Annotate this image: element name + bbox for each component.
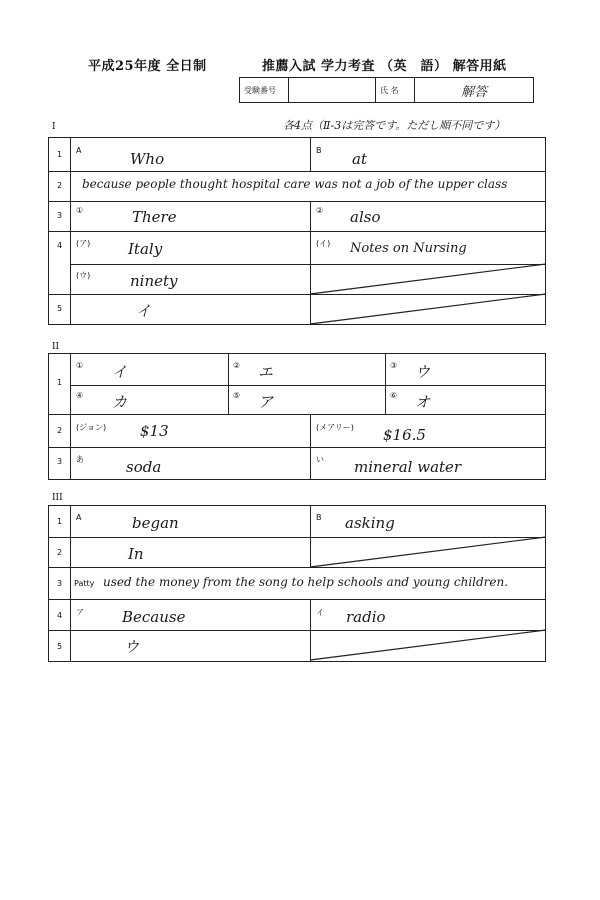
divider	[385, 353, 386, 414]
divider	[310, 414, 311, 480]
exam-info-table	[239, 77, 534, 103]
question-number: 3	[57, 211, 63, 220]
answer-text[interactable]: mineral water	[354, 458, 462, 476]
answer-prefix: Patty	[74, 579, 95, 588]
answer-label: B	[316, 146, 322, 155]
divider	[48, 447, 546, 448]
question-number: 4	[57, 241, 63, 250]
answer-label: B	[316, 513, 322, 522]
answer-text[interactable]: Italy	[128, 240, 163, 258]
answer-text[interactable]: $13	[140, 422, 169, 440]
answer-text[interactable]: In	[128, 545, 144, 563]
question-number: 1	[57, 378, 63, 387]
answer-text[interactable]: $16.5	[383, 426, 426, 444]
section2-label: II	[52, 342, 60, 352]
answer-label: ①	[76, 361, 84, 370]
answer-label: (イ)	[316, 239, 331, 248]
answer-label: (ア)	[76, 239, 91, 248]
header-title-right: 推薦入試 学力考査 （英 語） 解答用紙	[262, 59, 507, 74]
answer-label: (ウ)	[76, 271, 91, 280]
question-number: 3	[57, 457, 63, 466]
name-field[interactable]: 解答	[415, 78, 534, 103]
divider	[310, 137, 311, 171]
answer-label: ⑤	[233, 391, 241, 400]
answer-label: ②	[233, 361, 241, 370]
divider	[48, 567, 546, 568]
answer-text[interactable]: used the money from the song to help schools and young children.	[103, 575, 509, 589]
divider	[70, 353, 71, 480]
question-number: 2	[57, 548, 63, 557]
divider	[70, 505, 71, 662]
answer-label: (ジョン)	[76, 423, 107, 432]
divider	[48, 201, 546, 202]
divider	[48, 231, 546, 232]
divider	[70, 385, 546, 386]
question-number: 4	[57, 611, 63, 620]
question-number: 2	[57, 181, 63, 190]
answer-text[interactable]: Notes on Nursing	[350, 241, 467, 256]
divider	[48, 599, 546, 600]
answer-text[interactable]: オ	[415, 393, 431, 411]
question-number: 5	[57, 304, 63, 313]
answer-label: イ	[316, 608, 324, 617]
diagonal-blank	[310, 264, 546, 294]
divider	[228, 353, 229, 414]
header-title-left: 平成25年度 全日制	[88, 59, 207, 74]
exam-number-field[interactable]	[289, 78, 376, 103]
answer-text[interactable]: Because	[122, 608, 186, 626]
diagonal-blank	[310, 630, 546, 660]
answer-text[interactable]: began	[132, 514, 179, 532]
divider	[48, 171, 546, 172]
answer-label: ②	[316, 206, 324, 215]
answer-text[interactable]: ア	[258, 393, 274, 411]
scoring-note: 各4点（Ⅱ-3は完答です。ただし順不同です）	[283, 119, 506, 132]
answer-label: ①	[76, 206, 84, 215]
section3-label: III	[52, 493, 63, 503]
answer-text[interactable]: at	[352, 150, 367, 168]
answer-label: ⑥	[390, 391, 398, 400]
answer-label: A	[76, 513, 82, 522]
diagonal-blank	[310, 537, 546, 567]
answer-label: (メアリー)	[316, 423, 354, 432]
answer-label: A	[76, 146, 82, 155]
answer-text[interactable]: because people thought hospital care was not a job of the upper class	[82, 177, 508, 191]
answer-text[interactable]: イ	[112, 363, 128, 381]
answer-text[interactable]: エ	[258, 363, 274, 381]
divider	[48, 414, 546, 415]
answer-label: い	[316, 455, 324, 464]
answer-text[interactable]: asking	[345, 514, 395, 532]
answer-text[interactable]: イ	[136, 302, 152, 320]
answer-label: ア	[76, 608, 84, 617]
answer-text[interactable]: ninety	[130, 272, 178, 290]
answer-text[interactable]: Who	[130, 150, 165, 168]
answer-text[interactable]: soda	[126, 458, 162, 476]
answer-text[interactable]: radio	[346, 608, 386, 626]
answer-label: ④	[76, 391, 84, 400]
answer-text[interactable]: カ	[112, 393, 128, 411]
question-number: 5	[57, 642, 63, 651]
answer-text[interactable]: ウ	[415, 363, 431, 381]
section1-label: I	[52, 122, 56, 132]
question-number: 3	[57, 579, 63, 588]
exam-number-label: 受験番号	[240, 78, 289, 103]
divider	[70, 137, 71, 325]
answer-text[interactable]: There	[132, 208, 177, 226]
answer-text[interactable]: ウ	[124, 638, 140, 656]
answer-label: ③	[390, 361, 398, 370]
name-label: 氏 名	[376, 78, 415, 103]
question-number: 1	[57, 517, 63, 526]
answer-label: あ	[76, 455, 84, 464]
diagonal-blank	[310, 294, 546, 324]
question-number: 1	[57, 150, 63, 159]
answer-text[interactable]: also	[350, 208, 381, 226]
question-number: 2	[57, 426, 63, 435]
